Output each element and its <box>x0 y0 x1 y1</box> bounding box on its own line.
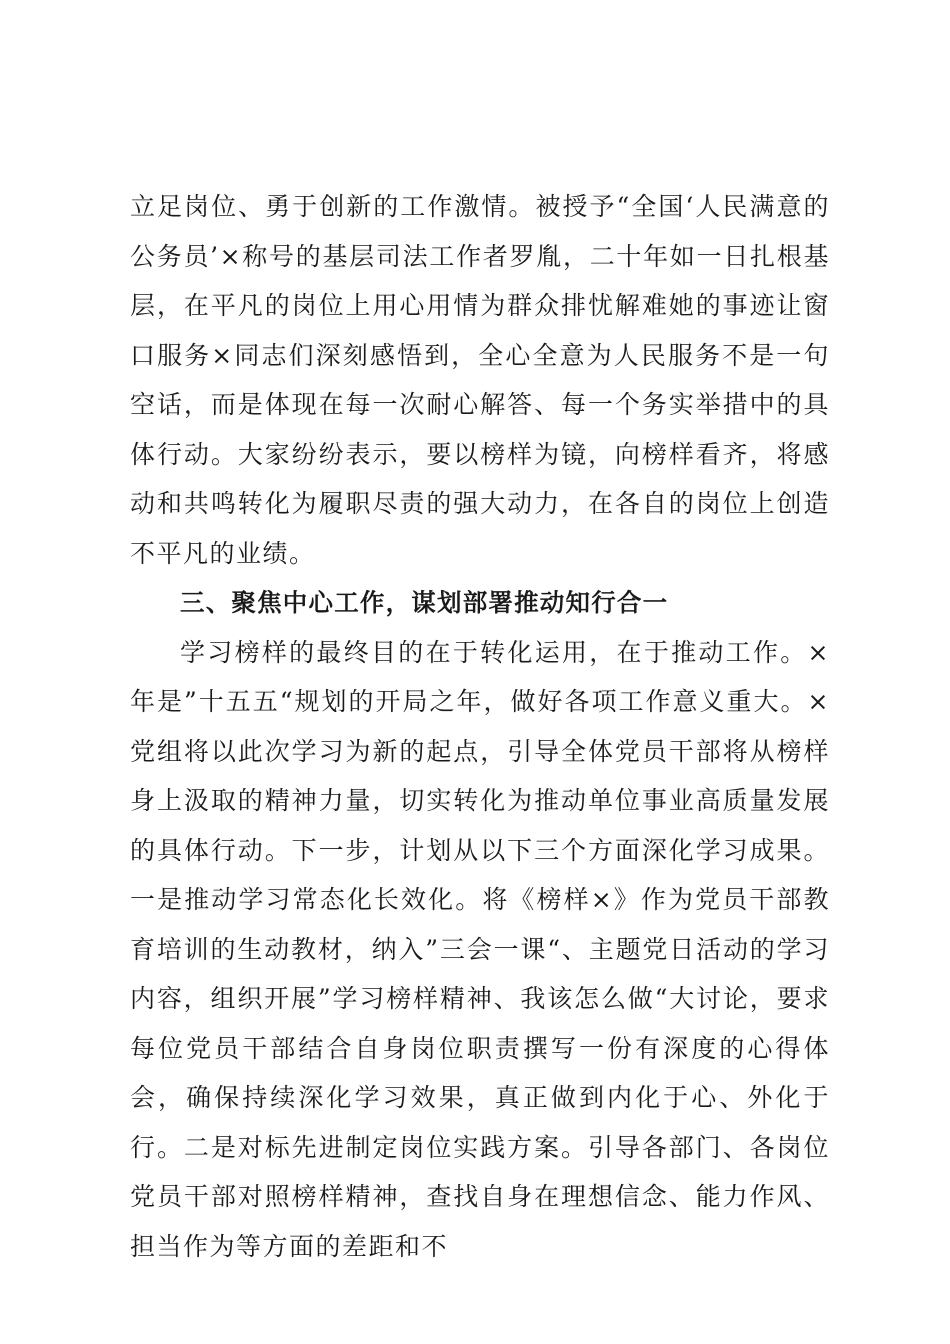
paragraph-continuation: 立足岗位、勇于创新的工作激情。被授予“全国‘人民满意的公务员’×称号的基层司法工作者罗胤，二十年如一日扎根基层，在平凡的岗位上用心用情为群众排忧解难她的事迹让窗口服务×同志们深刻感悟到，全心全意为人民服务不是一句空话，而是体现在每一次耐心解答、每一个务实举措中的具体行动。大家纷纷表示，要以榜样为镜，向榜样看齐，将感动和共鸣转化为履职尽责的强大动力，在各自的岗位上创造不平凡的业绩。 <box>130 192 830 568</box>
document-body <box>130 182 830 1271</box>
paragraph-section-3: 学习榜样的最终目的在于转化运用，在于推动工作。×年是”十五五“规划的开局之年，做好各项工作意义重大。×党组将以此次学习为新的起点，引导全体党员干部将从榜样身上汲取的精神力量，切实转化为推动单位事业高质量发展的具体行动。下一步，计划从以下三个方面深化学习成果。一是推动学习常态化长效化。将《榜样×》作为党员干部教育培训的生动教材，纳入”三会一课“、主题党日活动的学习内容，组织开展”学习榜样精神、我该怎么做“大讨论，要求每位党员干部结合自身岗位职责撰写一份有深度的心得体会，确保持续深化学习效果，真正做到内化于心、外化于行。二是对标先进制定岗位实践方案。引导各部门、各岗位党员干部对照榜样精神，查找自身在理想信念、能力作风、担当作为等方面的差距和不 <box>130 637 830 1261</box>
section-heading-3: 三、聚焦中心工作，谋划部署推动知行合一 <box>180 588 669 617</box>
